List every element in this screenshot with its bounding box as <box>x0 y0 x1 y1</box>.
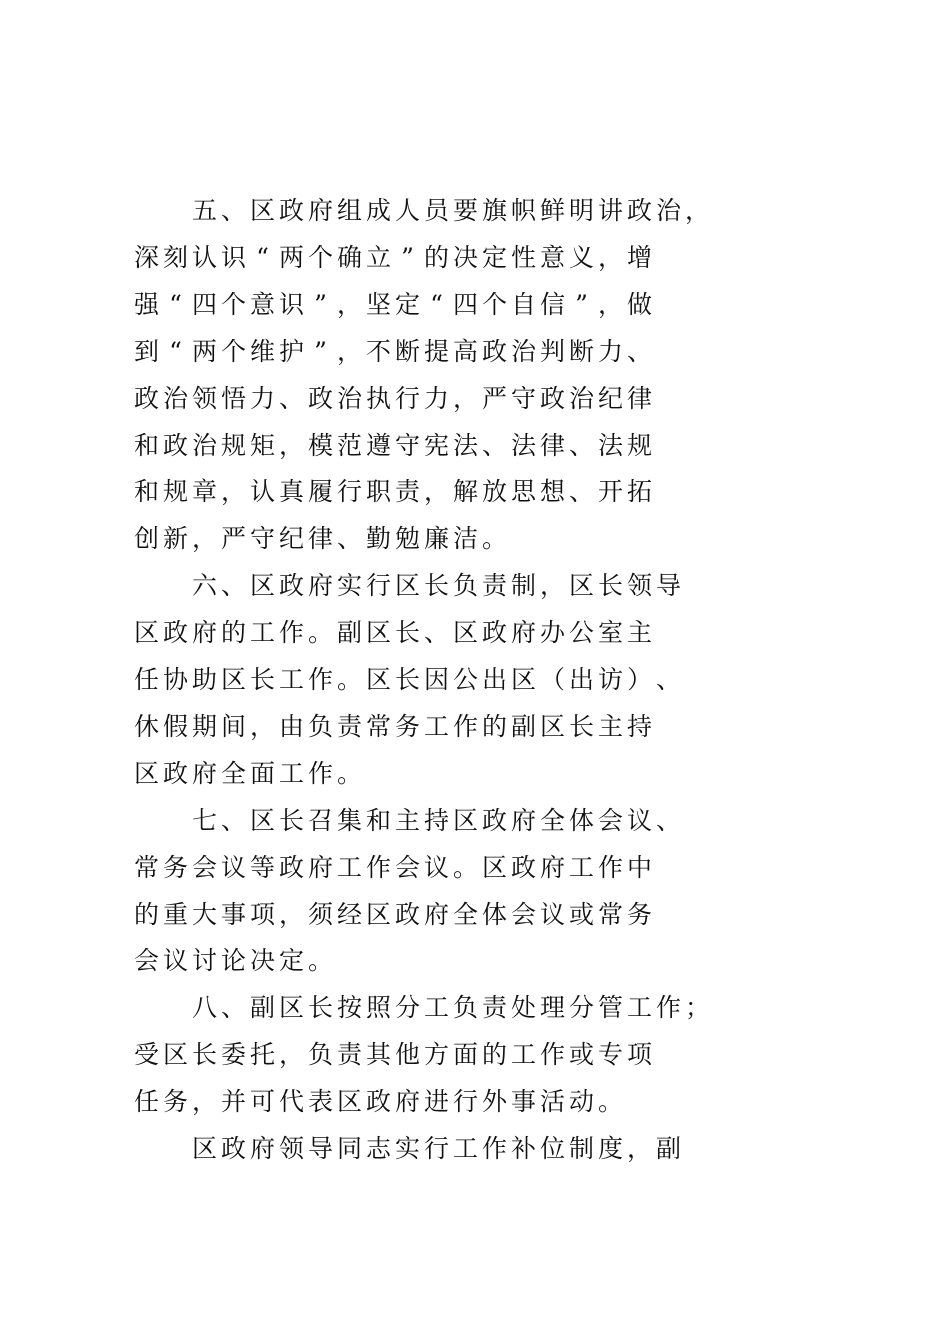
paragraph-first-line: 六 、 区 政 府 实 行 区 长 负 责 制 ， 区 长 领 导 <box>191 571 681 601</box>
paragraph-line: 区 政 府 的 工 作 。 副 区 长 、 区 政 府 办 公 室 主 <box>133 618 652 648</box>
paragraph-line: 和 规 章 ， 认 真 履 行 职 责 ， 解 放 思 想 、 开 拓 <box>133 477 652 507</box>
paragraph-line: 深 刻 认 识 “ 两 个 确 立 ” 的 决 定 性 意 义 ， 增 <box>133 242 652 272</box>
paragraph-line: 受 区 长 委 托 ， 负 责 其 他 方 面 的 工 作 或 专 项 <box>133 1040 652 1070</box>
paragraph-line: 休 假 期 间 ， 由 负 责 常 务 工 作 的 副 区 长 主 持 <box>133 711 652 741</box>
paragraph-line: 的 重 大 事 项 ， 须 经 区 政 府 全 体 会 议 或 常 务 <box>133 899 652 929</box>
paragraph-first-line: 区 政 府 领 导 同 志 实 行 工 作 补 位 制 度 ， 副 <box>191 1134 681 1163</box>
paragraph-line: 任 协 助 区 长 工 作 。 区 长 因 公 出 区 （ 出 访 ） 、 <box>133 665 681 694</box>
paragraph-first-line: 八 、 副 区 长 按 照 分 工 负 责 处 理 分 管 工 作 ； <box>191 993 710 1023</box>
paragraph-line: 常 务 会 议 等 政 府 工 作 会 议 。 区 政 府 工 作 中 <box>133 852 652 882</box>
paragraph-line: 创 新 ， 严 守 纪 律 、 勤 勉 廉 洁 。 <box>133 524 507 554</box>
paragraph-line: 政 治 领 悟 力 、 政 治 执 行 力 ， 严 守 政 治 纪 律 <box>133 383 652 413</box>
paragraph-line: 会 议 讨 论 决 定 。 <box>133 946 333 976</box>
paragraph-line: 和 政 治 规 矩 ， 模 范 遵 守 宪 法 、 法 律 、 法 规 <box>133 430 652 460</box>
paragraph-line: 区 政 府 全 面 工 作 。 <box>133 758 362 788</box>
paragraph-line: 任 务 ， 并 可 代 表 区 政 府 进 行 外 事 活 动 。 <box>133 1087 623 1117</box>
paragraph-line: 强 “ 四 个 意 识 ” ， 坚 定 “ 四 个 自 信 ” ， 做 <box>133 289 652 319</box>
paragraph-first-line: 五 、 区 政 府 组 成 人 员 要 旗 帜 鲜 明 讲 政 治 ， <box>191 196 710 225</box>
paragraph-first-line: 七 、 区 长 召 集 和 主 持 区 政 府 全 体 会 议 、 <box>191 805 681 835</box>
paragraph-line: 到 “ 两 个 维 护 ” ， 不 断 提 高 政 治 判 断 力 、 <box>133 336 652 366</box>
